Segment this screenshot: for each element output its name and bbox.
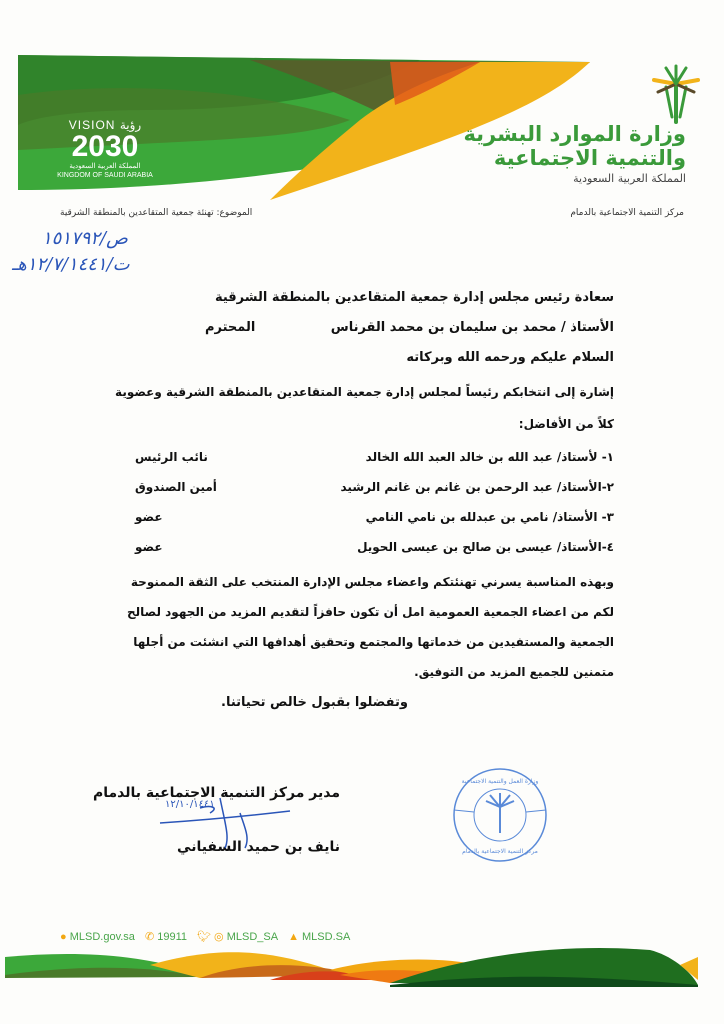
addressee-name: الأستاذ / محمد بن سليمان بن محمد القرناس [330,320,614,335]
member-name: ٢-الأستاذ/ عبد الرحمن بن غانم بن غانم الرشيد [340,480,614,494]
vision-kingdom-en: KINGDOM OF SAUDI ARABIA [57,172,153,179]
instagram-icon: ◎ [214,931,224,943]
subject-line: الموضوع: تهنئة جمعية المتقاعدين بالمنطقة الشرقية [60,208,253,218]
member-name: ١- لأستاذ/ عبد الله بن خالد العبد الله الخالد [365,450,614,464]
handwritten-ref-date: ت/١٢/٧/١٤٤١هـ [12,254,130,275]
signature-block [90,785,340,855]
member-name: ٤-الأستاذ/ عيسى بن صالح بن عيسى الحويل [357,540,614,554]
stamp-top-text: وزارة العمل والتنمية الاجتماعية [461,778,539,785]
member-row [135,450,614,464]
vision-year: 2030 [71,130,139,163]
ministry-line-2: والتنمية الاجتماعية [493,146,686,170]
handwritten-ref-number: ص/١٥١٧٩٢ [42,228,128,249]
vision-2030-logo [50,118,160,180]
closing: وتفضلوا بقبول خالص تحياتنا. [221,695,408,710]
member-role: أمين الصندوق [135,480,217,494]
member-role: نائب الرئيس [135,450,208,464]
official-stamp-icon [450,765,550,865]
letter-body [95,290,614,720]
phone-text: 19911 [157,931,187,943]
member-row [135,510,614,524]
center-name: مركز التنمية الاجتماعية بالدمام [570,208,684,218]
social-link[interactable] [197,930,278,943]
ministry-line-1: وزارة الموارد البشرية [463,122,686,146]
snapchat-text: MLSD.SA [302,930,351,943]
member-row [135,540,614,554]
handwritten-reference [12,226,130,278]
signatory-title: مدير مركز التنمية الاجتماعية بالدمام [92,785,340,801]
vision-kingdom-ar: المملكة العربية السعودية [69,163,141,170]
website-link[interactable] [60,931,135,943]
vision-title-en: VISION [68,118,116,132]
phone-link[interactable] [145,930,187,943]
ministry-line-3: المملكة العربية السعودية [573,172,686,185]
footer-banner [0,945,724,990]
paragraph-line-3: الجمعية والمستفيدين من خدماتها والمجتمع وتحقيق أهدافها التي انشئت من أجلها [133,635,614,649]
member-role: عضو [135,510,163,524]
greeting: السلام عليكم ورحمه الله وبركاته [406,350,614,365]
member-row [135,480,614,494]
paragraph-line-2: لكم من اعضاء الجمعية العمومية امل أن تكون حافزاً لتقديم المزيد من الجهود لصالح [126,605,614,619]
signatory-name: نايف بن حميد السفياني [177,839,340,855]
website-text: MLSD.gov.sa [69,930,135,943]
ministry-name [463,122,686,185]
social-handle-text: MLSD_SA [226,931,279,943]
member-role: عضو [135,540,163,554]
globe-icon: ● [60,930,67,943]
intro-line-2: كلاً من الأفاضل: [518,417,614,431]
snapchat-link[interactable] [288,931,350,943]
paragraph-line-4: متمنين للجميع المزيد من التوفيق. [414,665,614,679]
honorific: المحترم [205,320,256,335]
vision-title-ar: رؤية [119,118,142,132]
member-name: ٣- الأستاذ/ نامي بن عبدلله بن نامي النامي [365,510,614,524]
paragraph-line-1: وبهذه المناسبة يسرني تهنئتكم واعضاء مجلس الإدارة المنتخب على الثقة الممنوحة [130,575,614,589]
intro-line-1: إشارة إلى انتخابكم رئيساً لمجلس إدارة جمعية المتقاعدين بالمنطقة الشرقية وعضوية [115,385,614,399]
stamp-bottom-text: مركز التنمية الاجتماعية بالدمام [462,848,538,855]
addressee-title: سعادة رئيس مجلس إدارة جمعية المتقاعدين بالمنطقة الشرقية [214,290,614,305]
twitter-icon: 🐦︎ [197,931,211,943]
palm-logo-icon [644,62,708,126]
phone-icon: ✆ [144,931,155,943]
footer-contact [60,930,350,943]
snapchat-icon: ▲ [288,930,299,943]
signature-date: ١٢/١٠/١٤٤١ [165,799,215,810]
